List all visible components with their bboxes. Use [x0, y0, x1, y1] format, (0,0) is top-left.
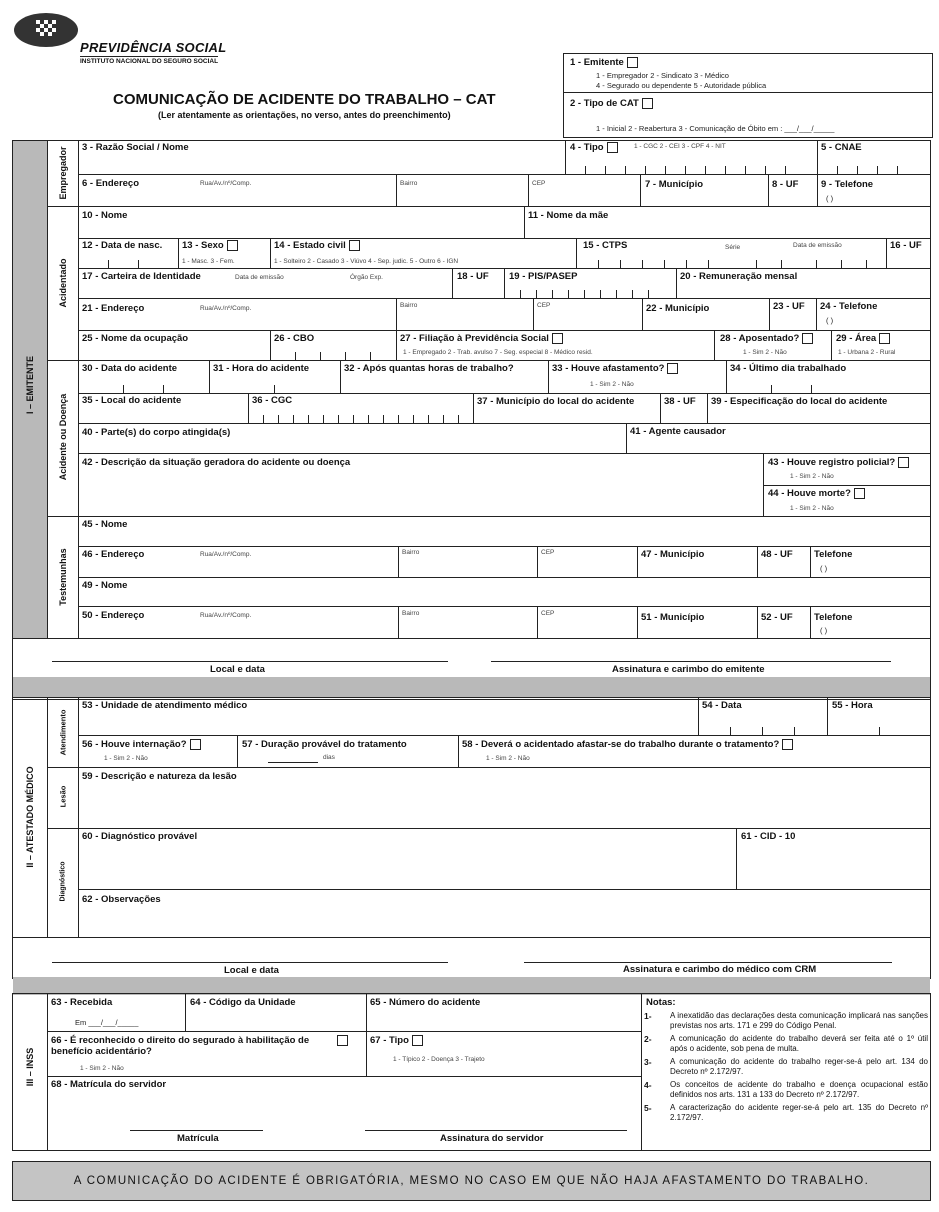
f57-dias: dias — [323, 754, 335, 761]
f30-data-acidente[interactable]: 30 - Data do acidente — [82, 363, 178, 374]
group-testemunhas: Testemunhas — [58, 548, 68, 606]
tel1-ddd: ( ) — [820, 564, 828, 573]
f67-options: 1 - Típico 2 - Doença 3 - Trajeto — [393, 1056, 485, 1063]
f66-checkbox[interactable] — [337, 1035, 348, 1046]
f32-horas-trabalho[interactable]: 32 - Após quantas horas de trabalho? — [344, 363, 514, 374]
sig-emitente: Assinatura e carimbo do emitente — [612, 664, 765, 675]
f56-internacao: 56 - Houve internação? — [82, 739, 201, 750]
f63-em: Em ___/___/_____ — [75, 1018, 139, 1027]
f23-uf[interactable]: 23 - UF — [773, 301, 805, 312]
f17-identidade[interactable]: 17 - Carteira de Identidade — [82, 271, 201, 282]
f34-ticks — [726, 385, 856, 393]
f2-checkbox[interactable] — [642, 98, 653, 109]
f48-uf[interactable]: 48 - UF — [761, 549, 793, 560]
f1-options-a: 1 - Empregador 2 - Sindicato 3 - Médico — [596, 71, 729, 80]
sub-data-emissao-rg: Data de emissão — [235, 274, 284, 281]
sub-cep-4: CEP — [541, 610, 555, 617]
f33-afastamento: 33 - Houve afastamento? — [552, 363, 678, 374]
f31-hora-acidente[interactable]: 31 - Hora do acidente — [213, 363, 310, 374]
f10-nome[interactable]: 10 - Nome — [82, 210, 128, 221]
f4-tipo: 4 - Tipo — [570, 142, 618, 153]
group-lesao: Lesão — [58, 785, 68, 808]
f49-nome[interactable]: 49 - Nome — [82, 580, 128, 591]
f39-especificacao[interactable]: 39 - Especificação do local do acidente — [711, 396, 888, 407]
f12-ticks — [78, 260, 178, 268]
f64-codigo-unidade[interactable]: 64 - Código da Unidade — [190, 997, 296, 1008]
f43-checkbox[interactable] — [898, 457, 909, 468]
f58-checkbox[interactable] — [782, 739, 793, 750]
f54-data[interactable]: 54 - Data — [702, 700, 742, 711]
f38-uf[interactable]: 38 - UF — [664, 396, 696, 407]
f4-checkbox[interactable] — [607, 142, 618, 153]
f5-cnae[interactable]: 5 - CNAE — [821, 142, 862, 153]
f62-observacoes[interactable]: 62 - Observações — [82, 894, 161, 905]
f18-uf[interactable]: 18 - UF — [457, 271, 489, 282]
f13-checkbox[interactable] — [227, 240, 238, 251]
f33-options: 1 - Sim 2 - Não — [590, 381, 634, 388]
f34-ultimo-dia[interactable]: 34 - Último dia trabalhado — [730, 363, 847, 374]
f42-descricao[interactable]: 42 - Descrição da situação geradora do acidente ou doença — [82, 457, 351, 468]
f57-duracao[interactable]: 57 - Duração provável do tratamento — [242, 739, 407, 750]
f13-options: 1 - Masc. 3 - Fem. — [182, 258, 235, 265]
sub-rua: Rua/Av./nº/Comp. — [200, 180, 252, 187]
f19-pis[interactable]: 19 - PIS/PASEP — [509, 271, 578, 282]
note-item: 3- A comunicação do acidente do trabalho reger-se-á pelo art. 134 do Decreto nº 2.172/97. — [644, 1057, 928, 1076]
f65-numero-acidente[interactable]: 65 - Número do acidente — [370, 997, 481, 1008]
sub-rua-3: Rua/Av./nº/Comp. — [200, 551, 252, 558]
f58-options: 1 - Sim 2 - Não — [486, 755, 530, 762]
f6-endereco[interactable]: 6 - Endereço — [82, 178, 140, 189]
f14-options: 1 - Solteiro 2 - Casado 3 - Viúvo 4 - Sep. judic. 5 - Outro 6 - IGN — [274, 258, 459, 265]
sub-orgao: Órgão Exp. — [350, 274, 383, 281]
f58-afastar: 58 - Deverá o acidentado afastar-se do trabalho durante o tratamento? — [462, 739, 793, 750]
f1-checkbox[interactable] — [627, 57, 638, 68]
sub-bairro-3: Bairro — [402, 549, 420, 556]
group-diagnostico: Diagnóstico — [59, 861, 67, 902]
f26-ticks — [270, 352, 396, 360]
f61-cid[interactable]: 61 - CID - 10 — [741, 831, 796, 842]
f28-aposentado: 28 - Aposentado? — [720, 333, 813, 344]
f11-nome-mae[interactable]: 11 - Nome da mãe — [528, 210, 609, 221]
f7-municipio[interactable]: 7 - Município — [645, 179, 704, 190]
note-item: 4- Os conceitos de acidente do trabalho e doença ocupacional estão definidos nos arts. 131 a 133 do Decreto nº 2.172/97. — [644, 1080, 928, 1099]
f13-sexo: 13 - Sexo — [182, 240, 238, 251]
f40-parte-corpo[interactable]: 40 - Parte(s) do corpo atingida(s) — [82, 427, 231, 438]
f27-checkbox[interactable] — [552, 333, 563, 344]
f27-filiacao: 27 - Filiação à Previdência Social — [400, 333, 563, 344]
note-item: 5- A caracterização do acidente reger-se-á pelo art. 135 do Decreto nº 2.172/97. — [644, 1103, 928, 1122]
f36-cgc[interactable]: 36 - CGC — [252, 395, 293, 406]
sig-medico: Assinatura e carimbo do médico com CRM — [623, 964, 817, 975]
section3-title: III – INSS — [25, 1047, 35, 1087]
sub-data-emissao: Data de emissão — [793, 242, 842, 249]
f2-options: 1 - Inicial 2 - Reabertura 3 - Comunicação de Óbito em : ___/___/_____ — [596, 124, 835, 133]
sub-serie: Série — [725, 244, 741, 251]
sub-cep-3: CEP — [541, 549, 555, 556]
f28-options: 1 - Sim 2 - Não — [743, 349, 787, 356]
sig-local-data-2: Local e data — [224, 965, 279, 976]
f50-endereco[interactable]: 50 - Endereço — [82, 610, 145, 621]
form-subtitle: (Ler atentamente as orientações, no verso, antes do preenchimento) — [158, 110, 451, 120]
f53-unidade[interactable]: 53 - Unidade de atendimento médico — [82, 700, 248, 711]
form-title: COMUNICAÇÃO DE ACIDENTE DO TRABALHO – CAT — [113, 91, 496, 108]
group-atendimento: Atendimento — [58, 709, 68, 756]
f51-municipio[interactable]: 51 - Município — [641, 612, 705, 623]
f9-ddd: ( ) — [826, 194, 834, 203]
f44-checkbox[interactable] — [854, 488, 865, 499]
f20-remuneracao[interactable]: 20 - Remuneração mensal — [680, 271, 798, 282]
note-item: 2- A comunicação do acidente do trabalho deverá ser feita até o 1º útil após o acidente, sob pena de multa. — [644, 1034, 928, 1053]
f67-tipo: 67 - Tipo — [370, 1035, 423, 1046]
logo-title: PREVIDÊNCIA SOCIAL — [80, 40, 227, 55]
f35-local[interactable]: 35 - Local do acidente — [82, 395, 182, 406]
note-item: 1- A inexatidão das declarações desta comunicação implicará nas sanções previstas nos arts. 171 e 299 do Código Penal. — [644, 1011, 928, 1030]
f28-checkbox[interactable] — [802, 333, 813, 344]
sub-rua-2: Rua/Av./nº/Comp. — [200, 305, 252, 312]
sub-bairro-4: Bairro — [402, 610, 420, 617]
f24-ddd: ( ) — [826, 316, 834, 325]
f31-ticks — [209, 385, 340, 393]
f4-options: 1 - CGC 2 - CEI 3 - CPF 4 - NIT — [634, 143, 726, 150]
f41-agente[interactable]: 41 - Agente causador — [630, 426, 726, 437]
section2-title: II – ATESTADO MÉDICO — [25, 766, 35, 868]
tel-testemunha2[interactable]: Telefone — [814, 612, 853, 623]
f19-ticks — [504, 290, 676, 298]
logo-subtitle: INSTITUTO NACIONAL DO SEGURO SOCIAL — [80, 58, 219, 65]
f56-options: 1 - Sim 2 - Não — [104, 755, 148, 762]
f46-endereco[interactable]: 46 - Endereço — [82, 549, 145, 560]
sig-servidor: Assinatura do servidor — [440, 1133, 544, 1144]
f52-uf[interactable]: 52 - UF — [761, 612, 793, 623]
f66-direito[interactable]: 66 - É reconhecido o direito do segurado à habilitação de benefício acidentário? — [51, 1035, 310, 1057]
f1-options-b: 4 - Segurado ou dependente 5 - Autoridade pública — [596, 81, 767, 90]
f24-telefone[interactable]: 24 - Telefone — [820, 301, 878, 312]
f43-registro-policial: 43 - Houve registro policial? — [768, 457, 909, 468]
f14-estado-civil: 14 - Estado civil — [274, 240, 360, 251]
f59-lesao[interactable]: 59 - Descrição e natureza da lesão — [82, 771, 237, 782]
f47-municipio[interactable]: 47 - Município — [641, 549, 705, 560]
f22-municipio[interactable]: 22 - Município — [646, 303, 710, 314]
group-acidente: Acidente ou Doença — [58, 393, 68, 481]
f63-recebida[interactable]: 63 - Recebida — [51, 997, 113, 1008]
f60-diagnostico[interactable]: 60 - Diagnóstico provável — [82, 831, 198, 842]
section1-title: I – EMITENTE — [25, 356, 35, 415]
sig-local-data-1: Local e data — [210, 664, 265, 675]
f56-checkbox[interactable] — [190, 739, 201, 750]
f15-ctps[interactable]: 15 - CTPS — [583, 240, 628, 251]
f45-nome[interactable]: 45 - Nome — [82, 519, 128, 530]
notes-list — [644, 1011, 928, 1126]
group-empregador: Empregador — [58, 146, 68, 200]
f55-ticks — [827, 727, 931, 735]
f55-hora[interactable]: 55 - Hora — [832, 700, 873, 711]
f37-municipio-local[interactable]: 37 - Município do local do acidente — [477, 396, 635, 407]
group-acidentado: Acidentado — [58, 258, 68, 308]
f44-morte: 44 - Houve morte? — [768, 488, 865, 499]
footer-banner-text: A COMUNICAÇÃO DO ACIDENTE É OBRIGATÓRIA, MESMO NO CASO EM QUE NÃO HAJA AFASTAMENTO DO TRABALHO. — [73, 1175, 870, 1187]
f8-uf[interactable]: 8 - UF — [772, 179, 799, 190]
f21-endereco[interactable]: 21 - Endereço — [82, 303, 145, 314]
f66-options: 1 - Sim 2 - Não — [80, 1065, 124, 1072]
sub-cep: CEP — [532, 180, 546, 187]
f25-ocupacao[interactable]: 25 - Nome da ocupação — [82, 333, 189, 344]
f26-cbo[interactable]: 26 - CBO — [274, 333, 315, 344]
f68-matricula[interactable]: 68 - Matrícula do servidor — [51, 1079, 167, 1090]
f54-ticks — [698, 727, 827, 735]
f14-checkbox[interactable] — [349, 240, 360, 251]
sub-rua-4: Rua/Av./nº/Comp. — [200, 612, 252, 619]
f12-data-nasc[interactable]: 12 - Data de nasc. — [82, 240, 163, 251]
section1-gray-band — [13, 677, 930, 698]
sub-cep-2: CEP — [537, 302, 551, 309]
sig-matricula: Matrícula — [177, 1133, 219, 1144]
logo-emblem-icon — [12, 8, 80, 52]
sub-bairro: Bairro — [400, 180, 418, 187]
f16-uf[interactable]: 16 - UF — [890, 240, 922, 251]
f43-options: 1 - Sim 2 - Não — [790, 473, 834, 480]
f33-checkbox[interactable] — [667, 363, 678, 374]
footer-banner — [12, 1161, 931, 1201]
tel2-ddd: ( ) — [820, 626, 828, 635]
tel-testemunha1[interactable]: Telefone — [814, 549, 853, 560]
f44-options: 1 - Sim 2 - Não — [790, 505, 834, 512]
f29-area: 29 - Área — [836, 333, 890, 344]
cnpj-ticks — [565, 166, 931, 174]
f2-label: 2 - Tipo de CAT — [570, 98, 653, 109]
sub-bairro-2: Bairro — [400, 302, 418, 309]
f3-razao-social[interactable]: 3 - Razão Social / Nome — [82, 142, 189, 153]
f29-checkbox[interactable] — [879, 333, 890, 344]
f27-options: 1 - Empregado 2 - Trab. avulso 7 - Seg. especial 8 - Médico resid. — [403, 349, 593, 356]
f29-options: 1 - Urbana 2 - Rural — [838, 349, 896, 356]
f67-checkbox[interactable] — [412, 1035, 423, 1046]
f9-telefone[interactable]: 9 - Telefone — [821, 179, 874, 190]
notes-title: Notas: — [646, 997, 676, 1008]
f15-ticks — [576, 260, 886, 268]
f1-label: 1 - Emitente — [570, 57, 638, 68]
f36-ticks — [248, 415, 473, 423]
f30-ticks — [78, 385, 208, 393]
